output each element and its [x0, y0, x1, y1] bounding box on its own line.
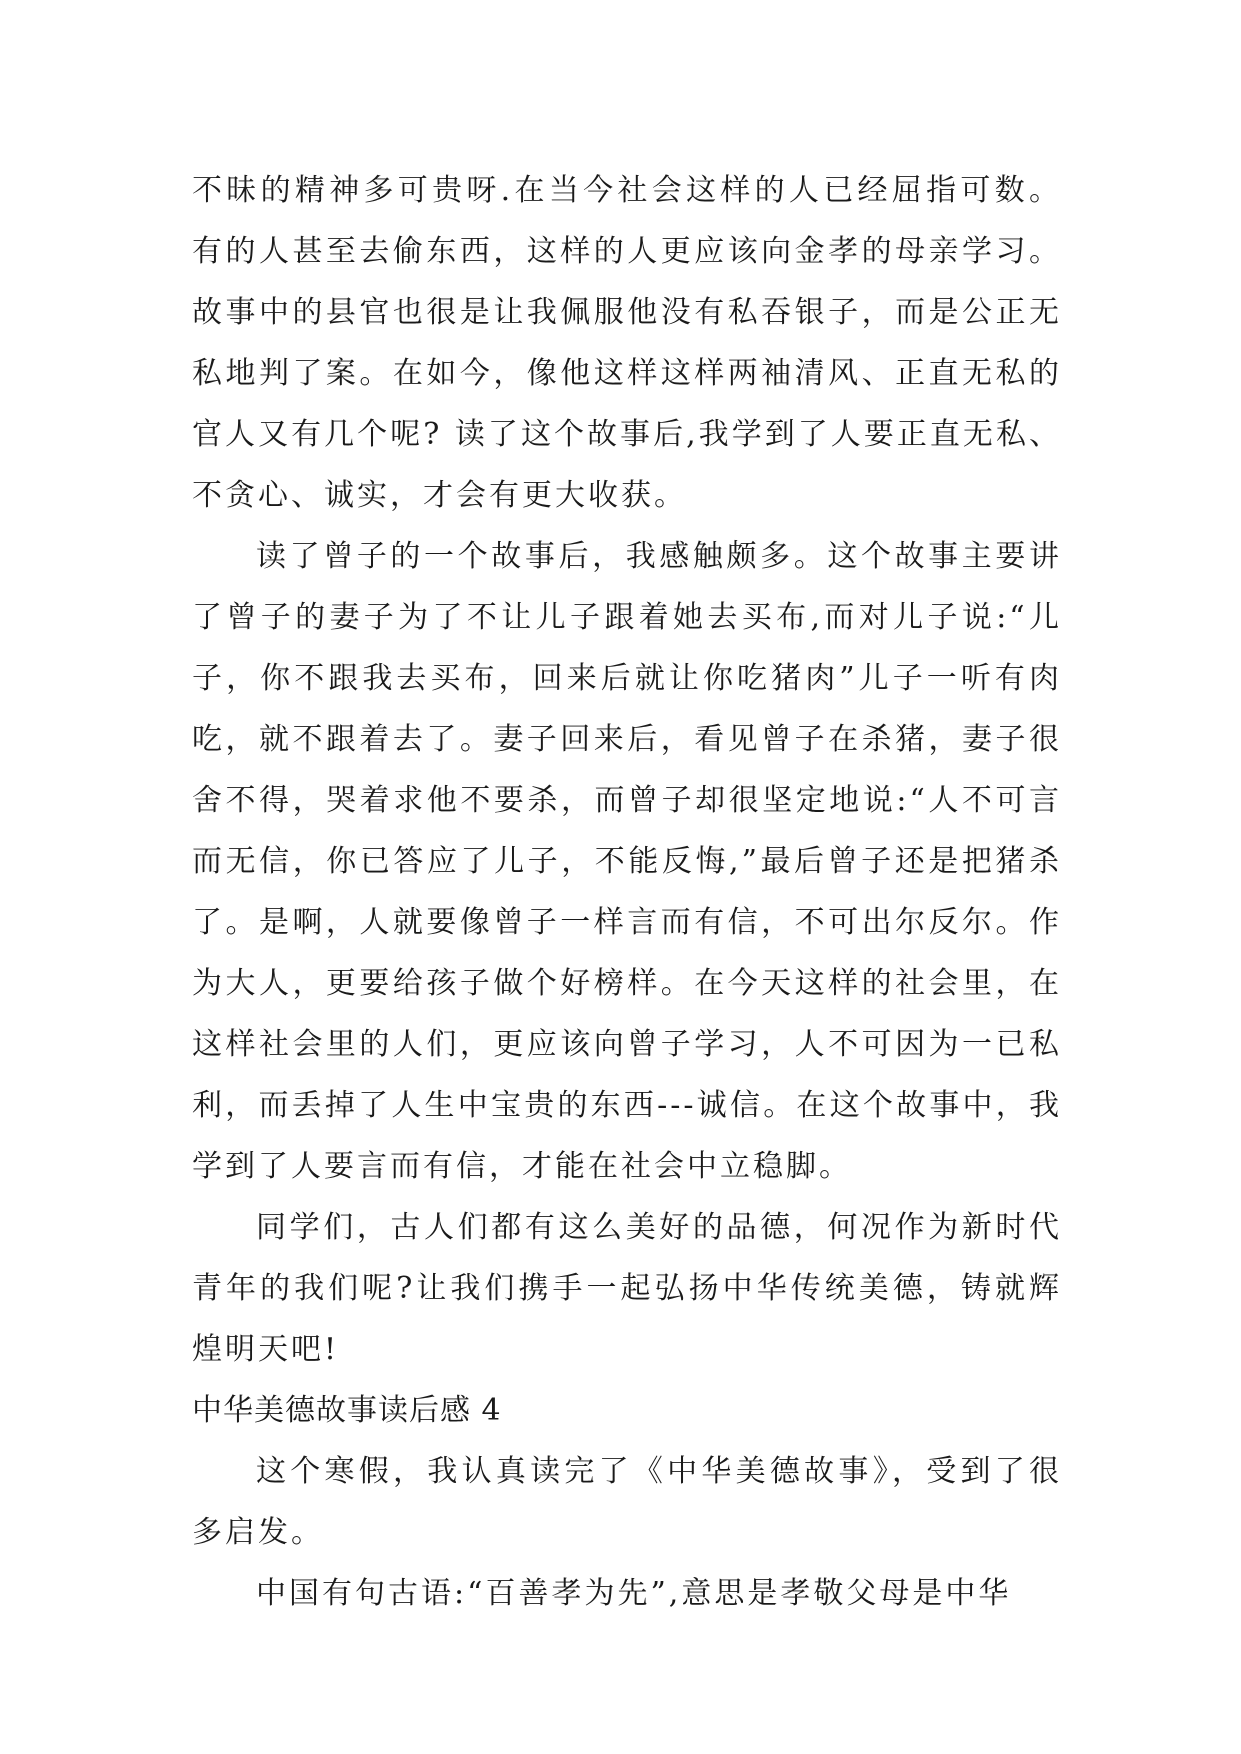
paragraph-filial-piety: 中国有句古语:“百善孝为先”,意思是孝敬父母是中华	[256, 1576, 1012, 1611]
paragraph-conclusion: 同学们，古人们都有这么美好的品德，何况作为新时代青年的我们呢?让我们携手一起弘扬中华传统美德，铸就辉煌明天吧!	[192, 1210, 1062, 1367]
section-title: 中华美德故事读后感 4	[192, 1393, 502, 1428]
paragraph-winter-vacation: 这个寒假，我认真读完了《中华美德故事》，受到了很多启发。	[192, 1454, 1062, 1550]
paragraph-continuation: 不昧的精神多可贵呀.在当今社会这样的人已经屈指可数。有的人甚至去偷东西，这样的人更应该向金孝的母亲学习。故事中的县官也很是让我佩服他没有私吞银子，而是公正无私地判了案。在如今，像他这样这样两袖清风、正直无私的官人又有几个呢? 读了这个故事后,我学到了人要正直无私、不贪心、诚实，才会有更大收获。	[192, 173, 1062, 513]
document-body	[192, 160, 1062, 1624]
paragraph-zengzi-story: 读了曾子的一个故事后，我感触颇多。这个故事主要讲了曾子的妻子为了不让儿子跟着她去买布,而对儿子说:“儿子，你不跟我去买布，回来后就让你吃猪肉”儿子一听有肉吃，就不跟着去了。妻子回来后，看见曾子在杀猪，妻子很舍不得，哭着求他不要杀，而曾子却很坚定地说:“人不可言而无信，你已答应了儿子，不能反悔,”最后曾子还是把猪杀了。是啊，人就要像曾子一样言而有信，不可出尔反尔。作为大人，更要给孩子做个好榜样。在今天这样的社会里，在这样社会里的人们，更应该向曾子学习，人不可因为一已私利，而丢掉了人生中宝贵的东西---诚信。在这个故事中，我学到了人要言而有信，才能在社会中立稳脚。	[192, 539, 1062, 1184]
